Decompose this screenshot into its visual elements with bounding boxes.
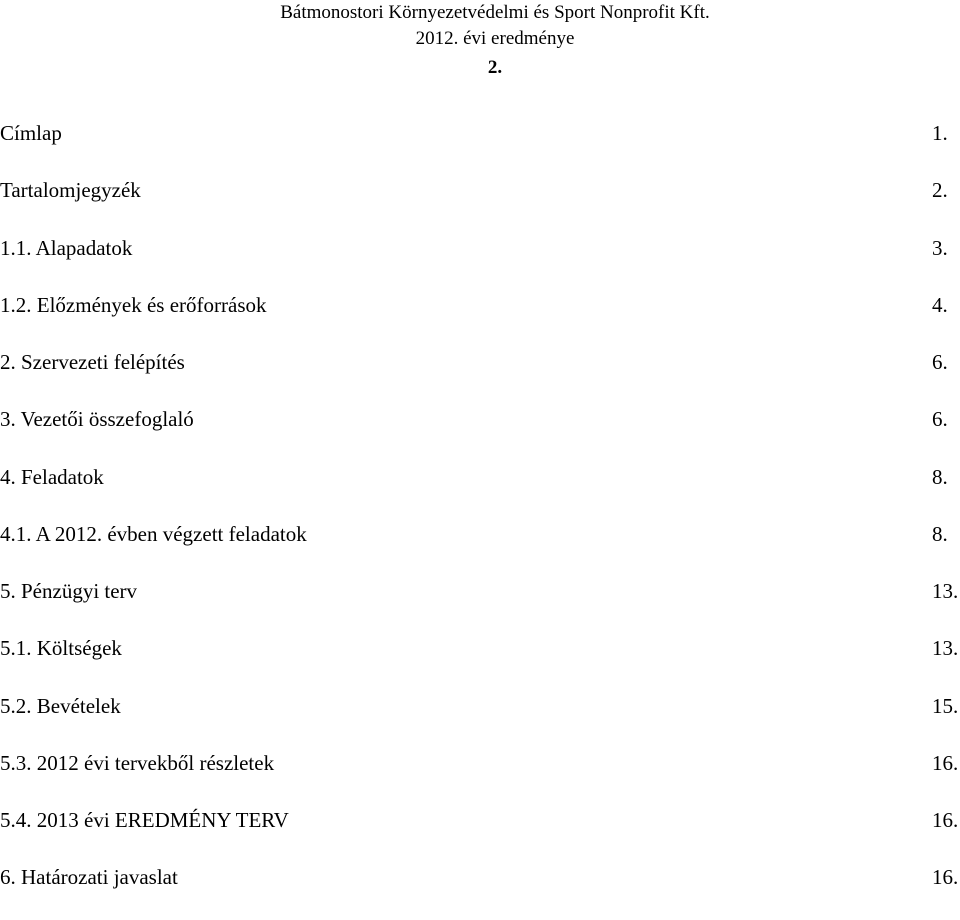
toc-entry-title: 4.1. A 2012. évben végzett feladatok xyxy=(0,521,307,546)
toc-entry-title: 5.1. Költségek xyxy=(0,636,122,661)
toc-entry-page: 6. xyxy=(932,350,948,374)
toc-entry xyxy=(0,118,960,175)
toc-entry-title: Tartalomjegyzék xyxy=(0,178,141,203)
toc-entry-page: 6. xyxy=(932,407,948,432)
toc-entry xyxy=(0,862,960,919)
toc-entry xyxy=(0,748,960,805)
toc-entry-title: 1.1. Alapadatok xyxy=(0,235,133,260)
toc-entry-page: 16. xyxy=(932,750,959,775)
toc-entry xyxy=(0,233,960,290)
table-of-contents xyxy=(0,118,960,920)
toc-entry xyxy=(0,290,960,347)
toc-entry-title: 5.3. 2012 évi tervekből részletek xyxy=(0,750,275,775)
toc-entry-title: 2. Szervezeti felépítés xyxy=(0,350,185,374)
toc-entry-title: Címlap xyxy=(0,121,62,145)
page-number: 2. xyxy=(487,57,503,78)
toc-entry-page: 13. xyxy=(932,579,959,603)
toc-entry xyxy=(0,633,960,690)
toc-entry-page: 3. xyxy=(932,235,948,260)
toc-entry-title: 4. Feladatok xyxy=(0,464,104,489)
toc-entry xyxy=(0,519,960,576)
toc-entry-page: 15. xyxy=(932,693,959,718)
toc-entry-title: 5.2. Bevételek xyxy=(0,693,121,718)
toc-entry-title: 1.2. Előzmények és erőforrások xyxy=(0,292,267,317)
toc-entry-page: 2. xyxy=(932,178,948,203)
toc-entry xyxy=(0,462,960,519)
company-name: Bátmonostori Környezetvédelmi és Sport Nonprofit Kft. xyxy=(280,2,710,23)
toc-entry xyxy=(0,805,960,862)
toc-entry xyxy=(0,404,960,461)
toc-entry-title: 6. Határozati javaslat xyxy=(0,865,178,890)
toc-entry-title: 5. Pénzügyi terv xyxy=(0,579,138,603)
toc-entry xyxy=(0,175,960,232)
toc-entry-title: 5.4. 2013 évi EREDMÉNY TERV xyxy=(0,808,289,832)
toc-entry-page: 4. xyxy=(932,292,948,317)
toc-entry-page: 1. xyxy=(932,121,948,145)
toc-entry-title: 3. Vezetői összefoglaló xyxy=(0,407,194,432)
page-header xyxy=(0,0,960,81)
document-subtitle: 2012. évi eredménye xyxy=(415,28,575,49)
toc-entry-page: 13. xyxy=(932,636,959,661)
toc-entry-page: 8. xyxy=(932,521,948,546)
toc-entry xyxy=(0,691,960,748)
toc-entry xyxy=(0,347,960,404)
toc-entry-page: 8. xyxy=(932,464,948,489)
toc-entry-page: 16. xyxy=(932,808,959,832)
toc-entry-page: 16. xyxy=(932,865,959,890)
toc-entry xyxy=(0,576,960,633)
